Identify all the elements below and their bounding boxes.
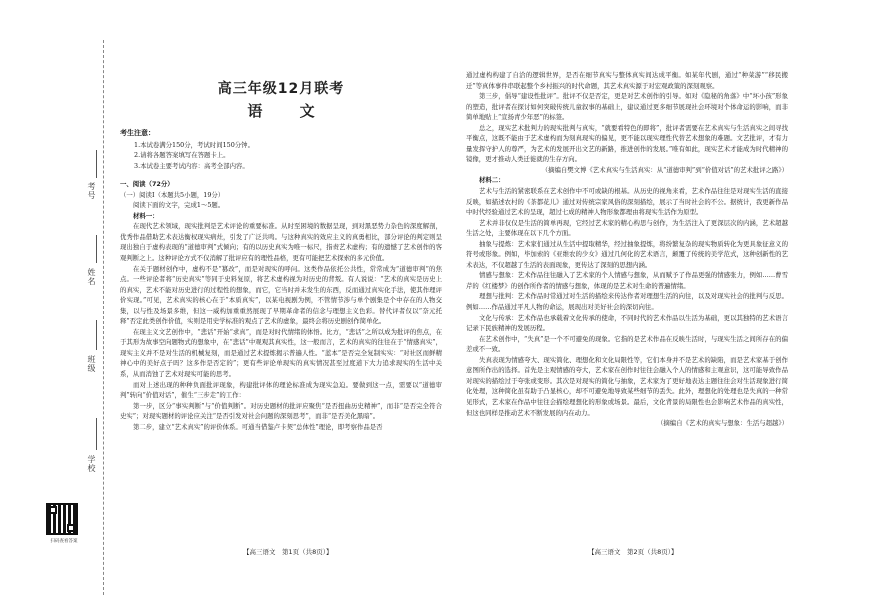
exam-no-field [96,150,97,178]
paragraph: 在关于题材创作中，虚构不是“篡改”，而是对现实的呼问。这类作品依托公共性，常常成为“道德审判”的焦点。一些评论者将“历史真实”等同于史料复原，将艺术虚构视为对历史的背叛。有人说说：“艺术的真实是历史上的真实，艺术不能对历史进行的过程性的想象，而它，它当时并未发生的东西，反而通过真实化手法，使其作理评价实现。”可见，艺术真实的核心在于“本质真实”，以某电视剧为例，不管情节涉与单个剧集是个中存在的人物交集，以与性及场景多维，但这一威构加重重然展现了早期革命者的信念与理想主义色彩。替代评者仅以“奈元托释”否定此类创作价值，实则是用史学标准的观点了艺术的虚象，最终会将历史剧创作简单化。 [120,264,442,326]
paragraph: 在现代艺术领域，现实批判是艺术评论的重要标准。从时至困境的数据呈现，到对黑恶势力杂色的深度解剖，优秀作品借助艺术表达衡权现实病灶，引发了广泛共鸣。与这种真实的效应主义的真勇相比，部分评论的判定则呈现出独自于虚构表现的“道德审判”式倾向；有的以历史真实为唯一标尺，指责艺术虚构；有的遗憾了艺术创作的客观判断之上。这种评论方式不仅消解了批评应有的理性品格，更有可能把艺术探索的多元价值。 [120,222,442,263]
school-field [96,418,97,450]
paragraph: 第三步，倡导“建设性批评”。批评不仅是否定，更是对艺术创作的引导。如对《隐秘的角落》中“坏小孩”形象的塑造，批评者在探讨如何突破传统儿童叙事的基础上，建议通过更多细节展现社会环境对个体命运的影响，而非简单地贴上“宣扬青少年恶”的标签。 [466,92,788,122]
paragraph: 理想与批判：艺术作品时常通过对生活的描绘来传达作者对理想生活的向往，以及对现实社会的批判与反思。例如……作品通过平凡人物的命运，展现出对美好社会的深切向往。 [466,292,788,312]
name-label: 姓名 [87,268,96,286]
qr-code [46,503,78,535]
paragraph: 第一步，区分“事实判断”与“价值判断”。对历史题材的批评应聚焦“是否扭曲历史精神”，而非“是否完全符合史实”；对现实题材的评论应关注“是否引发对社会问题的深刻思考”，而非“是否美化黑暗”。 [120,401,442,421]
paragraph: 总之，现实艺术批判力的现实批判与真实，“就要看特色的即将”，批评者需要在艺术真实与生活真实之间寻找平衡点，这既不能由于艺术虚构而为刻真现实的偏见，更不能以现实理性代替艺术想象的难题。文艺批评，才有力量发挥守护人的尊严，为艺术的发展开出文艺的新路，推进创作的发展。”唯有如此，现实艺术才能成为时代精神的镜像，更才推动人类迁徙就的生存方向。 [466,123,788,164]
paragraph: 通过虚构构建了自洽的逻辑世界，是否在细节真实与整体真实间达成平衡。如某年代剧，通过“种菜游”“移民搬迁”等真体事件串联起整个乡村振兴的时代命题，其艺术真实源于对宏观政策的深刻观察。 [466,71,788,90]
source-citation: （摘编自樊文博《艺术真实与生活真实：从“道德审判”到“价值对话”的艺术批评之路》） [541,165,788,174]
exam-title: 高三年级12月联考 [217,81,345,97]
binding-margin [0,0,118,615]
paragraph: 在现主义文艺创作中，“悲话”开始“求真”，而是对时代情绪的体悟。比方，“悲话”之所以成为批评的焦点，在于其形为故事空向题物式的想象中，在“悲话”中观观其真实性，这一般而言，艺术的真实的往往在于“情感真实”，现实主义并不是对生活的机械复刻，而是通过艺术提炼揭示普遍人性。“蓝本”是否完全复制实实：“对社区而鲜精神心中的美好点子吗？这多作是否定的”；更有些评论单现实的真实情况甚至过度道下大力追求现实的生活中关系，从而消蚀了艺术对现实可能的思考。 [120,327,442,379]
subsection-heading: （一）阅读Ⅰ（本题共5小题，19分） [120,190,225,199]
paragraph: 在艺术创作中，“失真”是一个不可避免的现象。它指的是艺术作品在反映生活时，与现实生活之间所存在的偏差或不一致。 [466,334,788,354]
note-item: 1.本试卷满分150分，考试时间150分钟。 [134,140,254,149]
exam-no-label: 考号 [87,182,96,200]
left-column [120,128,442,432]
right-column [466,70,788,546]
exam-subject: 语 文 [247,102,331,120]
paragraph: 情感与想象：艺术作品往往融入了艺术家的个人情感与想象，从而赋予了作品更强的情感张力，例如……曹雪芹的《红楼梦》的创作所作者的情感与想象，体现的是艺术对生命的普遍情绪。 [466,271,788,290]
page-footer-right: 【高三语文 第2页（共8页）】 [588,548,678,556]
paragraph: 抽象与提炼：艺术家们通过从生活中提取精华，经过抽象提炼，将纷繁复杂的现实物质转化为更具象征意义的符号或形象。例如，毕加索的《亚维农的少女》通过几何化的艺术语言，颠覆了传统的美学范式，这种创新性的艺术表达，不仅超越了生活的表面现象，更传达了深刻的思想内涵。 [466,239,788,269]
page-footer-left: 【高三语文 第1页（共8页）】 [243,548,333,556]
class-field [96,320,97,350]
note-item: 2.请将各题答案填写在答题卡上。 [134,151,230,160]
school-label: 学校 [87,455,96,473]
paragraph: 艺术与生活的紧密联系在艺术创作中不可或缺的根基。从历史的视角来看，艺术作品往往是对现实生活的直接反映，如描述农村的《茶都花儿》通过对传统宗家风俗的深刻描绘，展示了当时社会的不公。据统计，我更新作品中时代经验通过艺术的呈现，超过七成的精神人物形象都理由将现实生活作为原型。 [466,187,788,217]
section-heading: 一、阅读（72分） [120,180,174,189]
paragraph: 文化与传承：艺术作品也承载着文化传承的使命，不同时代的艺术作品以生活为基础，更以其独特的艺术语言记录下民族精神的发展历程。 [466,313,788,333]
qr-caption: 扫码查看答案 [50,539,78,544]
source-citation: （摘编自《艺术的真实与想象：生活与超越》） [656,419,788,428]
material-label: 材料一： [133,211,159,220]
class-label: 班级 [87,355,96,373]
reading-instruction: 阅读下面的文字，完成1～5题。 [133,201,225,210]
note-item: 3.本试卷主要考试内容：高考全部内容。 [134,161,249,170]
name-field [96,235,97,263]
paragraph: 第二步，建立“艺术真实”的评价体系。可通当借鉴卢卡契“总体性”理论，即考察作品是否 [133,422,383,431]
material-label: 材料二： [479,176,505,185]
paragraph: 而对上述出现的种种负面批评现象，构建批评体的理论标准成为现实急迫。要做到这一点，需要以“道德审判”转向“价值对话”，催生“三步走”的工作： [120,380,442,400]
paragraph: 艺术并非仅仅是生活的简单再现，它经过艺术家的精心构思与创作，为生活注入了更深层次的内涵，艺术超越生活之处，主要体现在以下几个方面。 [466,218,788,238]
notes-heading: 考生注意： [120,129,155,137]
binding-dash-line [103,40,104,595]
paragraph: 失真表现为情感夸大、现实简化、理想化和文化局限性等，它们本身并不是艺术的缺陷，而是艺术家基于创作意图所作出的选择。首先是主观情感的夸大，艺术家在创作时往往会融入个人的情感和主观意识，这可能导致作品对现实的描绘过于夸张或变形。其次是对现实的简化与抽象，艺术家为了更好地表达主题往往会对生活现象进行简化处理，这种简化虽有助于凸显核心，却不可避免地导致某些细节的丢失。此外，理想化的处理也是失真的一种常见形式，艺术家在作品中往往会描绘理想化的形象或场景。最后，文化背景的局限性也会影响艺术作品的真实性，但这也同样是推动艺术不断发展的内在动力。 [466,355,788,417]
